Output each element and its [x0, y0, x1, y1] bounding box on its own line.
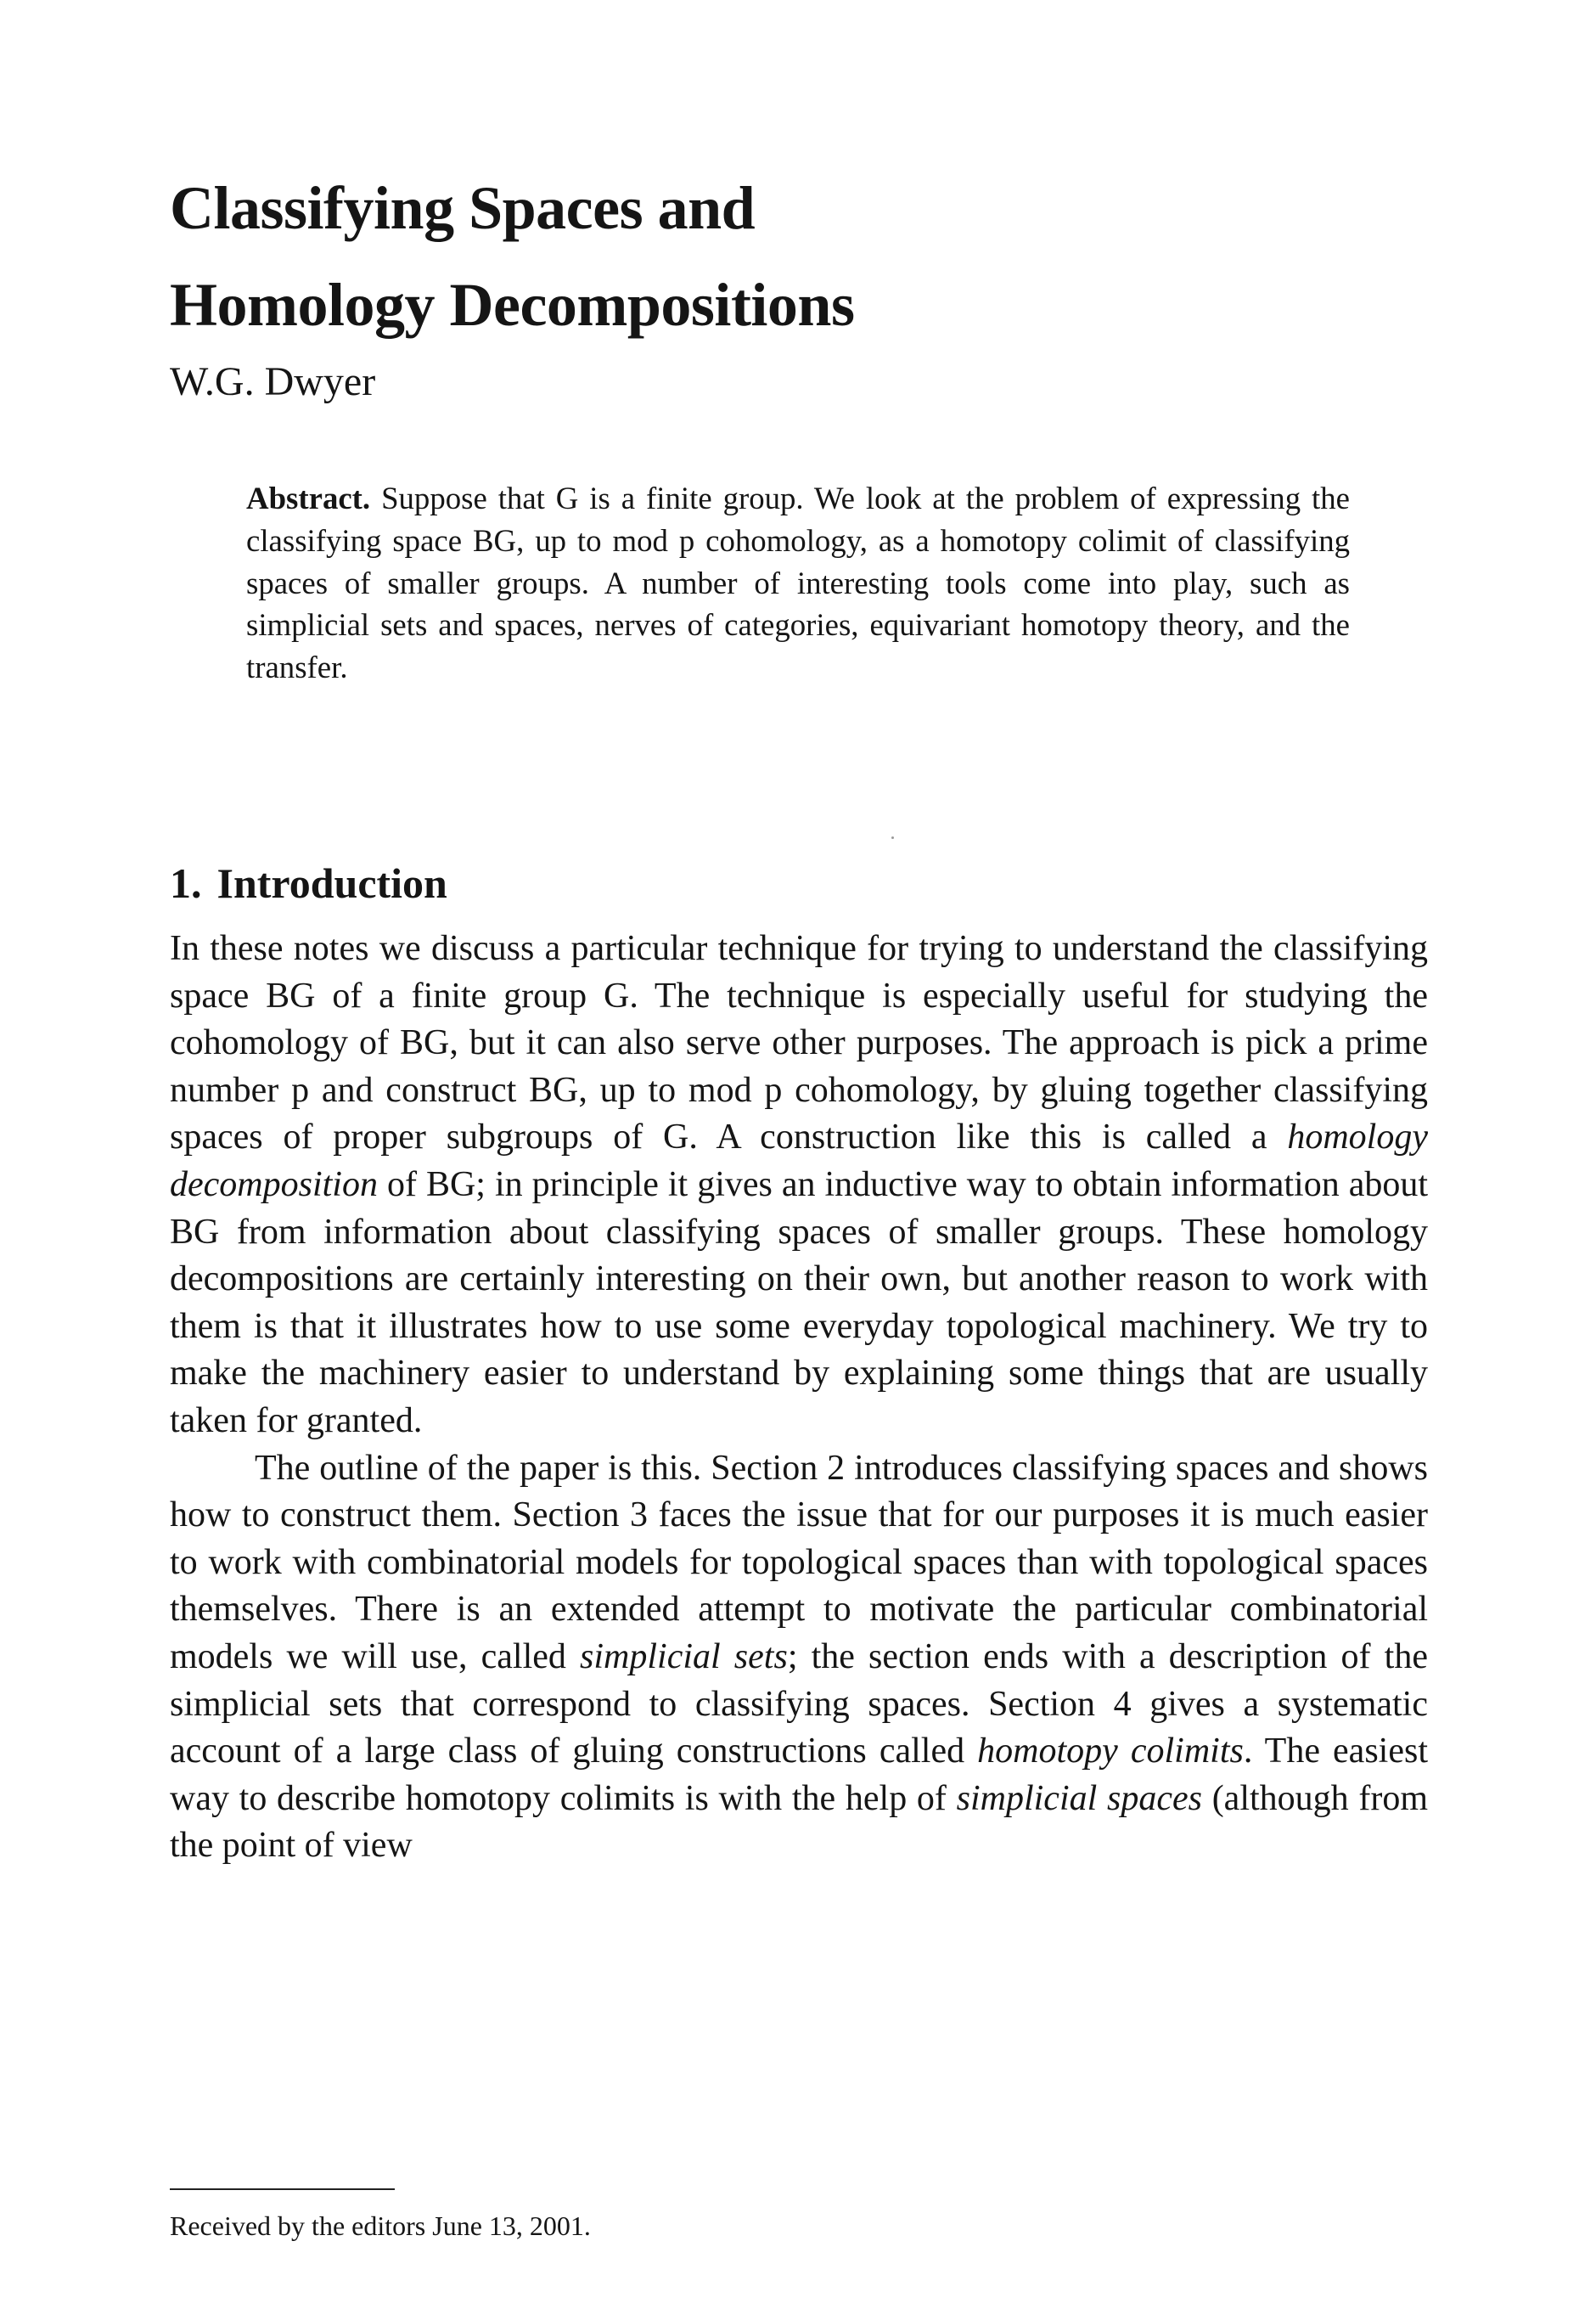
- paragraph-2-part-2: ; the section ends with a description of the simplicial sets that correspond to classifying spaces. Section 4 gives a systematic account of a large class of gluing constructions called: [170, 1636, 1428, 1771]
- paragraph-1-part-2: of BG; in principle it gives an inductive way to obtain information about BG from information about classifying spaces of smaller groups. These homology decompositions are certainly interesting on their own, but another reason to work with them is that it illustrates how to use some everyday topological machinery. We try to make the machinery easier to understand by explaining some things that are usually taken for granted.: [170, 1164, 1428, 1440]
- term-homology-decomposition: homology decomposition: [170, 1118, 1428, 1204]
- footnote-rule: [170, 2188, 395, 2190]
- paragraph-2: [170, 1445, 1428, 1870]
- term-simplicial-spaces: simplicial spaces: [956, 1778, 1202, 1818]
- paragraph-2-part-1: The outline of the paper is this. Section 2 introduces classifying spaces and shows how to construct them. Section 3 faces the issue that for our purposes it is much easier to work with combinatorial models for topological spaces than with topological spaces themselves. There is an extended attempt to motivate the particular combinatorial models we will use, called: [170, 1448, 1428, 1676]
- paragraph-1: [170, 926, 1428, 1445]
- section-number: 1.: [170, 859, 202, 907]
- footnote: Received by the editors June 13, 2001.: [170, 2210, 591, 2241]
- section-heading: [170, 853, 447, 913]
- stray-mark: [891, 836, 894, 839]
- author-name: W.G. Dwyer: [170, 359, 376, 404]
- abstract-label: Abstract.: [246, 481, 371, 515]
- title-line-2: Homology Decompositions: [170, 271, 855, 339]
- paper-title: [170, 160, 1358, 353]
- term-simplicial-sets: simplicial sets: [580, 1636, 788, 1676]
- paragraph-2-part-4: (although from the point of view: [170, 1778, 1429, 1866]
- abstract: [246, 477, 1350, 689]
- title-line-1: Classifying Spaces and: [170, 174, 756, 242]
- abstract-text: Suppose that G is a finite group. We look at the problem of expressing the classifying space BG, up to mod p cohomology, as a homotopy colimit of classifying spaces of smaller groups. A number of interesting tools come into play, such as simplicial sets and spaces, nerves of categories, equivariant homotopy theory, and the transfer.: [246, 481, 1350, 685]
- section-title: Introduction: [216, 859, 447, 907]
- body-text: [170, 926, 1428, 1870]
- term-homotopy-colimits: homotopy colimits: [977, 1731, 1244, 1771]
- paragraph-2-part-3: . The easiest way to describe homotopy colimits is with the help of: [170, 1731, 1428, 1818]
- paragraph-1-part-1: In these notes we discuss a particular technique for trying to understand the classifying space BG of a finite group G. The technique is especially useful for studying the cohomology of BG, but it can also serve other purposes. The approach is pick a prime number p and construct BG, up to mod p cohomology, by gluing together classifying spaces of proper subgroups of G. A construction like this is called a: [170, 929, 1428, 1157]
